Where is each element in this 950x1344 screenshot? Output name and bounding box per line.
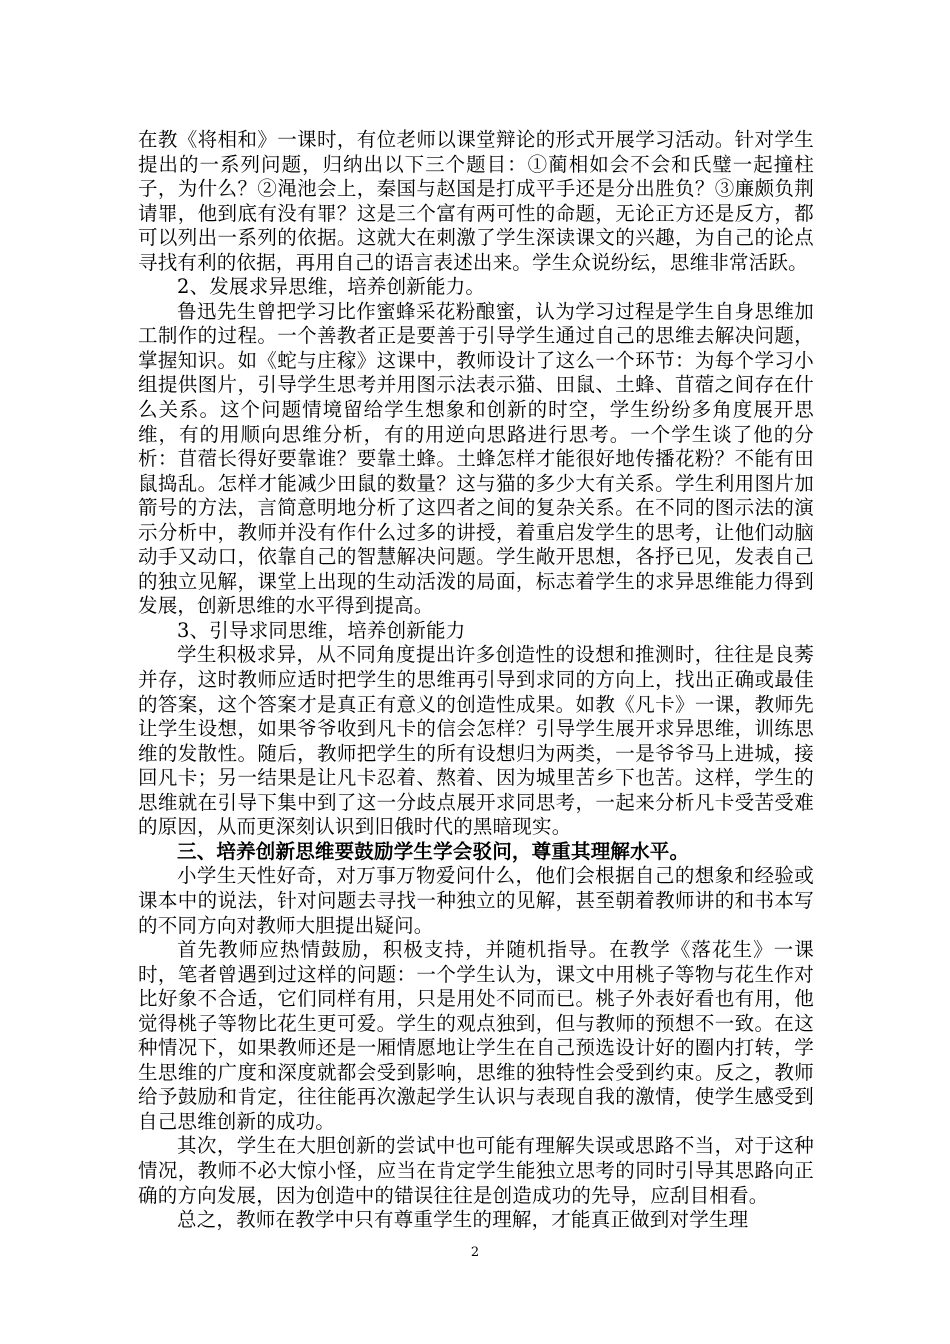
- document-body: [138, 128, 814, 1233]
- page-number: 2: [470, 1245, 480, 1260]
- section-subheading-3: 3、引导求同思维，培养创新能力: [177, 618, 466, 642]
- paragraph-8: 首先教师应热情鼓励，积极支持，并随机指导。在教学《落花生》一课时，笔者曾遇到过这样的问题：一个学生认为，课文中用桃子等物与花生作对比好象不合适，它们同样有用，只是用处不同而已。桃子外表好看也有用，他觉得桃子等物比花生更可爱。学生的观点独到，但与教师的预想不一致。在这种情况下，如果教师还是一厢情愿地让学生在自己预选设计好的圈内打转，学生思维的广度和深度就都会受到影响，思维的独特性会受到约束。反之，教师给予鼓励和肯定，往往能再次激起学生认识与表现自我的激情，使学生感受到自己思维创新的成功。: [138, 938, 814, 1133]
- paragraph-5: 学生积极求异，从不同角度提出许多创造性的设想和推测时，往往是良莠并存，这时教师应适时把学生的思维再引导到求同的方向上，找出正确或最佳的答案，这个答案才是真正有意义的创造性成果。如教《凡卡》一课，教师先让学生设想，如果爷爷收到凡卡的信会怎样？引导学生展开求异思维，训练思维的发散性。随后，教师把学生的所有设想归为两类，一是爷爷马上进城，接回凡卡；另一结果是让凡卡忍着、熬着、因为城里苦乡下也苦。这样，学生的思维就在引导下集中到了这一分歧点展开求同思考，一起来分析凡卡受苦受难的原因，从而更深刻认识到旧俄时代的黑暗现实。: [138, 643, 814, 839]
- paragraph-3: 鲁迅先生曾把学习比作蜜蜂采花粉酿蜜，认为学习过程是学生自身思维加工制作的过程。一个善教者正是要善于引导学生通过自己的思维去解决问题，掌握知识。如《蛇与庄稼》这课中，教师设计了这么一个环节：为每个学习小组提供图片，引导学生思考并用图示法表示猫、田鼠、土蜂、苜蓿之间存在什么关系。这个问题情境留给学生想象和创新的时空，学生纷纷多角度展开思维，有的用顺向思维分析，有的用逆向思路进行思考。一个学生谈了他的分析：苜蓿长得好要靠谁？要靠土蜂。土蜂怎样才能很好地传播花粉？不能有田鼠捣乱。怎样才能减少田鼠的数量？这与猫的多少大有关系。学生利用图片加箭号的方法，言简意明地分析了这四者之间的复杂关系。在不同的图示法的演示分析中，教师并没有作什么过多的讲授，着重启发学生的思考，让他们动脑动手又动口，依靠自己的智慧解决问题。学生敞开思想，各抒已见，发表自己的独立见解，课堂上出现的生动活泼的局面，标志着学生的求异思维能力得到发展，创新思维的水平得到提高。: [138, 299, 814, 618]
- paragraph-10: 总之，教师在教学中只有尊重学生的理解，才能真正做到对学生理: [177, 1208, 749, 1232]
- paragraph-9: 其次，学生在大胆创新的尝试中也可能有理解失误或思路不当，对于这种情况，教师不必大惊小怪，应当在肯定学生能独立思考的同时引导其思路向正确的方向发展，因为创造中的错误往往是创造成功的先导，应刮目相看。: [138, 1134, 814, 1207]
- section-heading-3: 三、培养创新思维要鼓励学生学会驳问，尊重其理解水平。: [177, 839, 690, 863]
- section-subheading-2: 2、发展求异思维，培养创新能力。: [177, 275, 486, 299]
- paragraph-7: 小学生天性好奇，对万事万物爱问什么，他们会根据自己的想象和经验或课本中的说法，针对问题去寻找一种独立的见解，甚至朝着教师讲的和书本写的不同方向对教师大胆提出疑问。: [138, 864, 814, 937]
- paragraph-1: 在教《将相和》一课时，有位老师以课堂辩论的形式开展学习活动。针对学生提出的一系列问题，归纳出以下三个题目：①蔺相如会不会和氏璧一起撞柱子，为什么？②渑池会上，秦国与赵国是打成平手还是分出胜负？③廉颇负荆请罪，他到底有没有罪？这是三个富有两可性的命题，无论正方还是反方，都可以列出一系列的依据。这就大在刺激了学生深读课文的兴趣，为自己的论点寻找有利的依据，再用自己的语言表述出来。学生众说纷纭，思维非常活跃。: [138, 128, 814, 274]
